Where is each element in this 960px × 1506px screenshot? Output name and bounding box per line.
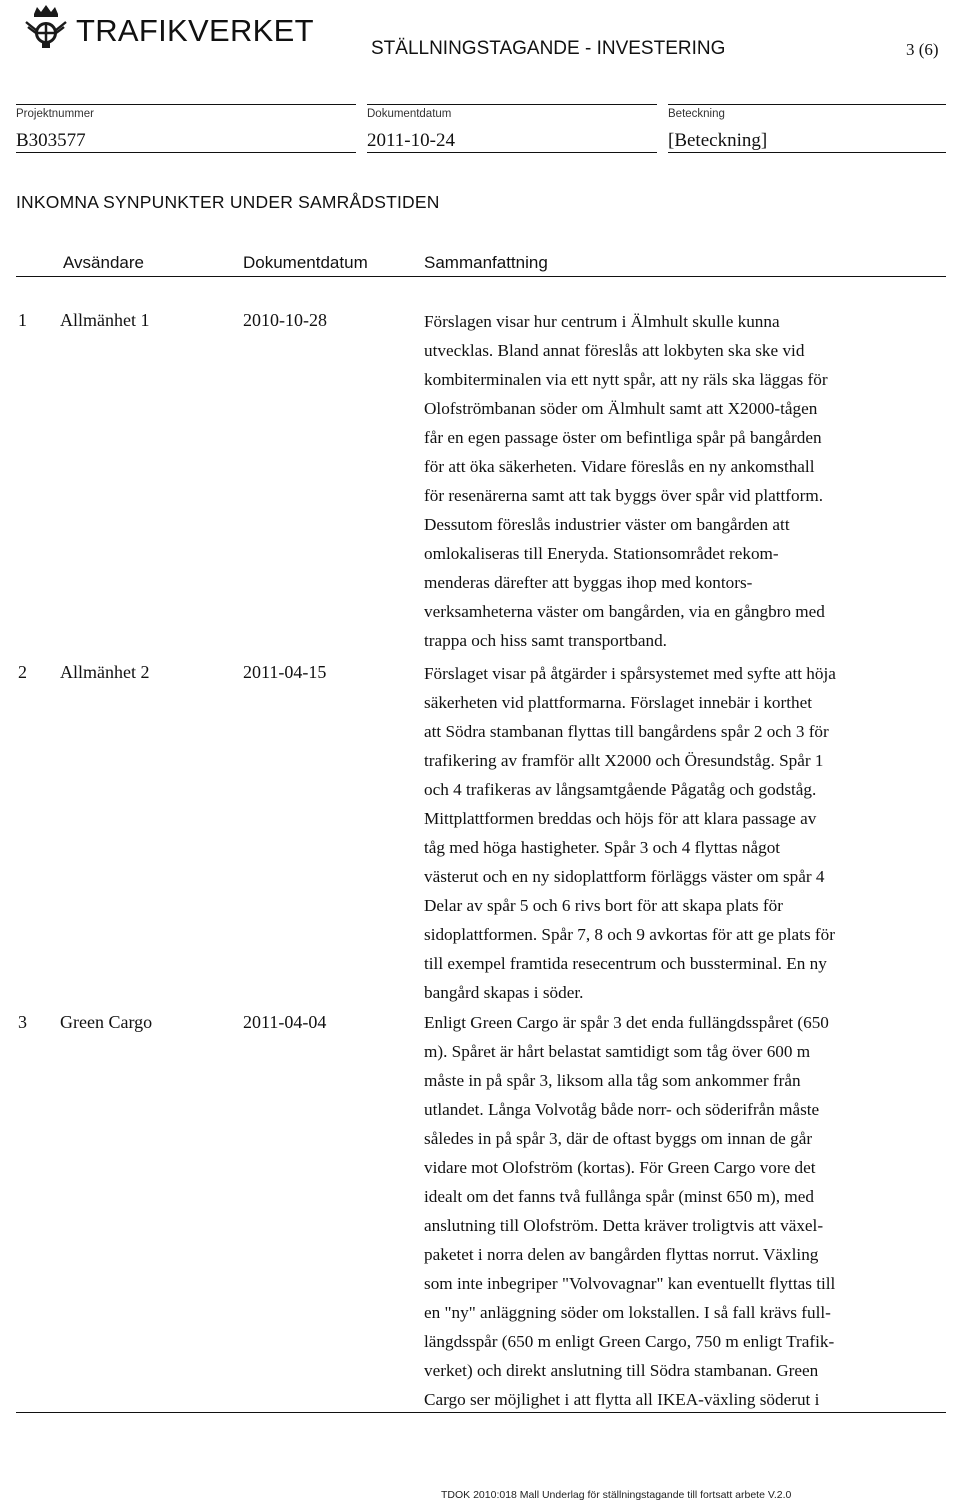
summary-line: får en egen passage öster om befintliga spår på bangården [424,428,822,447]
meta-rule-bottom-2 [367,152,657,153]
summary-line: tåg med höga hastigheter. Spår 3 och 4 flyttas något [424,838,781,857]
summary-line: för att öka säkerheten. Vidare föreslås en ny ankomsthall [424,457,815,476]
brand-name: TRAFIKVERKET [76,13,314,48]
document-date-value: 2011-10-24 [367,130,455,151]
summary-line: kombiterminalen via ett nytt spår, att ny räls ska läggas för [424,370,828,389]
row-number: 1 [18,310,27,330]
summary-line: Delar av spår 5 och 6 rivs bort för att skapa plats för [424,896,783,915]
summary-line: längdsspår (650 m enligt Green Cargo, 750 m enligt Trafik- [424,1332,835,1351]
summary-line: och 4 trafikeras av långsamtgående Pågatåg och godståg. [424,780,817,799]
summary-line: verket) och direkt anslutning till Södra stambanan. Green [424,1361,819,1380]
meta-rule-top-2 [367,104,657,105]
row-date: 2011-04-15 [243,662,327,682]
row-date: 2010-10-28 [243,310,327,330]
summary-line: som inte inbegriper "Volvovagnar" kan eventuellt flyttas till [424,1274,836,1293]
summary-line: Enligt Green Cargo är spår 3 det enda fullängdsspåret (650 [424,1013,829,1032]
meta-rule-bottom-3 [668,152,946,153]
row-summary [424,1008,936,1414]
summary-line: Olofströmbanan söder om Älmhult samt att X2000-tågen [424,399,818,418]
footer-template-reference: TDOK 2010:018 Mall Underlag för ställningstagande till fortsatt arbete V.2.0 [441,1489,792,1501]
summary-line: måste in på spår 3, liksom alla tåg som ankommer från [424,1071,801,1090]
summary-line: för resenärerna samt att tak byggs över spår vid plattform. [424,486,823,505]
column-header-sender: Avsändare [63,253,144,272]
section-title: INKOMNA SYNPUNKTER UNDER SAMRÅDSTIDEN [16,192,440,212]
summary-line: säkerheten vid plattformarna. Förslaget innebär i korthet [424,693,813,712]
summary-line: menderas därefter att byggas ihop med kontors- [424,573,753,592]
summary-line: utlandet. Långa Volvotåg både norr- och söderifrån måste [424,1100,820,1119]
document-type: STÄLLNINGSTAGANDE - INVESTERING [371,38,726,59]
project-number-value: B303577 [16,130,86,151]
project-number-label: Projektnummer [16,108,94,120]
summary-line: Mittplattformen breddas och höjs för att klara passage av [424,809,817,828]
summary-line: verksamheterna väster om bangården, via en gångbro med [424,602,825,621]
summary-line: trappa och hiss samt transportband. [424,631,667,650]
column-header-date: Dokumentdatum [243,253,368,272]
row-sender: Allmänhet 2 [60,662,150,682]
summary-line: idealt om det fanns två fullånga spår (minst 650 m), med [424,1187,814,1206]
designation-label: Beteckning [668,108,725,120]
summary-line: Dessutom föreslås industrier väster om bangården att [424,515,790,534]
summary-line: sidoplattformen. Spår 7, 8 och 9 avkortas för att ge plats för [424,925,835,944]
summary-line: trafikering av framför allt X2000 och Öresundståg. Spår 1 [424,751,824,770]
row-sender: Allmänhet 1 [60,310,150,330]
summary-line: således in på spår 3, där de oftast byggs om innan de går [424,1129,813,1148]
summary-line: Cargo ser möjlighet i att flytta all IKEA-växling söderut i [424,1390,820,1409]
document-date-label: Dokumentdatum [367,108,452,120]
summary-line: anslutning till Olofström. Detta kräver troligtvis att växel- [424,1216,824,1235]
row-sender: Green Cargo [60,1012,153,1032]
summary-line: utvecklas. Bland annat föreslås att lokbyten ska ske vid [424,341,805,360]
table-bottom-rule [16,1412,946,1413]
meta-rule-bottom-1 [16,152,356,153]
table-header-rule [16,276,946,277]
summary-line: en "ny" anläggning söder om lokstallen. I så fall krävs full- [424,1303,831,1322]
summary-line: vidare mot Olofström (kortas). För Green Cargo vore det [424,1158,816,1177]
meta-rule-top-3 [668,104,946,105]
summary-line: paketet i norra delen av bangården flyttas norrut. Växling [424,1245,819,1264]
summary-line: omlokaliseras till Eneryda. Stationsområdet rekom- [424,544,779,563]
summary-line: västerut och en ny sidoplattform förläggs väster om spår 4 [424,867,825,886]
summary-line: bangård skapas i söder. [424,983,584,1002]
page-number: 3 (6) [906,40,939,59]
summary-line: Förslaget visar på åtgärder i spårsystemet med syfte att höja [424,664,836,683]
row-date: 2011-04-04 [243,1012,327,1032]
row-summary [424,659,936,1007]
row-number: 3 [18,1012,27,1032]
row-summary [424,307,936,655]
summary-line: Förslagen visar hur centrum i Älmhult skulle kunna [424,312,780,331]
trafikverket-logo [22,4,70,50]
column-header-summary: Sammanfattning [424,253,548,272]
summary-line: att Södra stambanan flyttas till bangårdens spår 2 och 3 för [424,722,829,741]
meta-rule-top-1 [16,104,356,105]
designation-value: [Beteckning] [668,130,768,151]
row-number: 2 [18,662,27,682]
summary-line: m). Spåret är hårt belastat samtidigt som tåg över 600 m [424,1042,811,1061]
summary-line: till exempel framtida resecentrum och bussterminal. En ny [424,954,827,973]
